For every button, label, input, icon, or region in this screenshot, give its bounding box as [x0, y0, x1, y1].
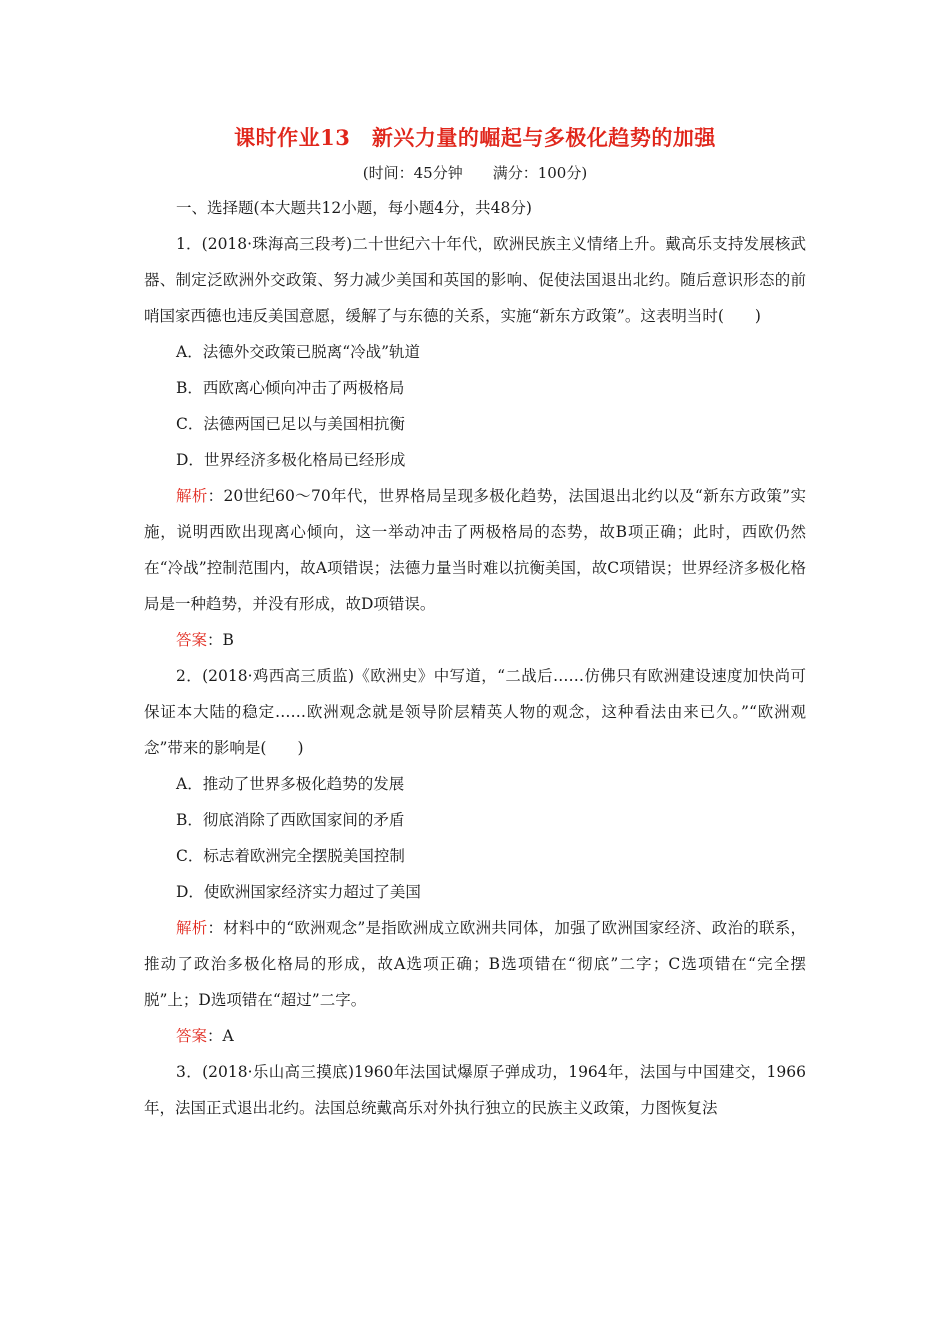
analysis-paragraph — [144, 478, 806, 622]
option-a: A．推动了世界多极化趋势的发展 — [176, 775, 405, 793]
answer-line — [144, 1018, 806, 1054]
option-d: D．使欧洲国家经济实力超过了美国 — [176, 883, 421, 901]
analysis-text: ：材料中的“欧洲观念”是指欧洲成立欧洲共同体，加强了欧洲国家经济、政治的联系，推动了政治多极化格局的形成，故A选项正确；B选项错在“彻底”二字；C选项错在“完全摆脱”上；D选项错在“超过”二字。 — [144, 919, 806, 1009]
answer-line — [144, 622, 806, 658]
option-c: C．法德两国已足以与美国相抗衡 — [176, 415, 405, 433]
document-body — [144, 190, 806, 1126]
question-stem: 2．(2018·鸡西高三质监)《欧洲史》中写道，“二战后……仿佛只有欧洲建设速度加快尚可保证本大陆的稳定……欧洲观念就是领导阶层精英人物的观念，这种看法由来已久。”“欧洲观念”带来的影响是( ) — [144, 667, 806, 757]
answer-label: 答案 — [176, 631, 208, 649]
option-b: B．西欧离心倾向冲击了两极格局 — [176, 379, 405, 397]
option-d: D．世界经济多极化格局已经形成 — [176, 451, 406, 469]
question-stem: 1．(2018·珠海高三段考)二十世纪六十年代，欧洲民族主义情绪上升。戴高乐支持发展核武器、制定泛欧洲外交政策、努力减少美国和英国的影响、促使法国退出北约。随后意识形态的前哨国家西德也违反美国意愿，缓解了与东德的关系，实施“新东方政策”。这表明当时( ) — [144, 235, 806, 325]
answer-text: ：A — [207, 1027, 234, 1045]
analysis-text: ：20世纪60～70年代，世界格局呈现多极化趋势，法国退出北约以及“新东方政策”实施，说明西欧出现离心倾向，这一举动冲击了两极格局的态势，故B项正确；此时，西欧仍然在“冷战”控制范围内，故A项错误；法德力量当时难以抗衡美国，故C项错误；世界经济多极化格局是一种趋势，并没有形成，故D项错误。 — [144, 487, 806, 613]
page-subtitle: (时间：45分钟 满分：100分) — [362, 164, 588, 182]
question-stem: 3．(2018·乐山高三摸底)1960年法国试爆原子弹成功，1964年，法国与中国建交，1966年，法国正式退出北约。法国总统戴高乐对外执行独立的民族主义政策，力图恢复法 — [144, 1063, 806, 1117]
page-title: 课时作业13 新兴力量的崛起与多极化趋势的加强 — [234, 125, 716, 150]
option-c: C．标志着欧洲完全摆脱美国控制 — [176, 847, 405, 865]
option-a: A．法德外交政策已脱离“冷战”轨道 — [176, 343, 421, 361]
answer-text: ：B — [207, 631, 234, 649]
section-heading: 一、选择题(本大题共12小题，每小题4分，共48分) — [176, 199, 532, 217]
analysis-label: 解析 — [176, 919, 208, 937]
analysis-paragraph — [144, 910, 806, 1018]
answer-label: 答案 — [176, 1027, 208, 1045]
option-b: B．彻底消除了西欧国家间的矛盾 — [176, 811, 405, 829]
analysis-label: 解析 — [176, 487, 208, 505]
